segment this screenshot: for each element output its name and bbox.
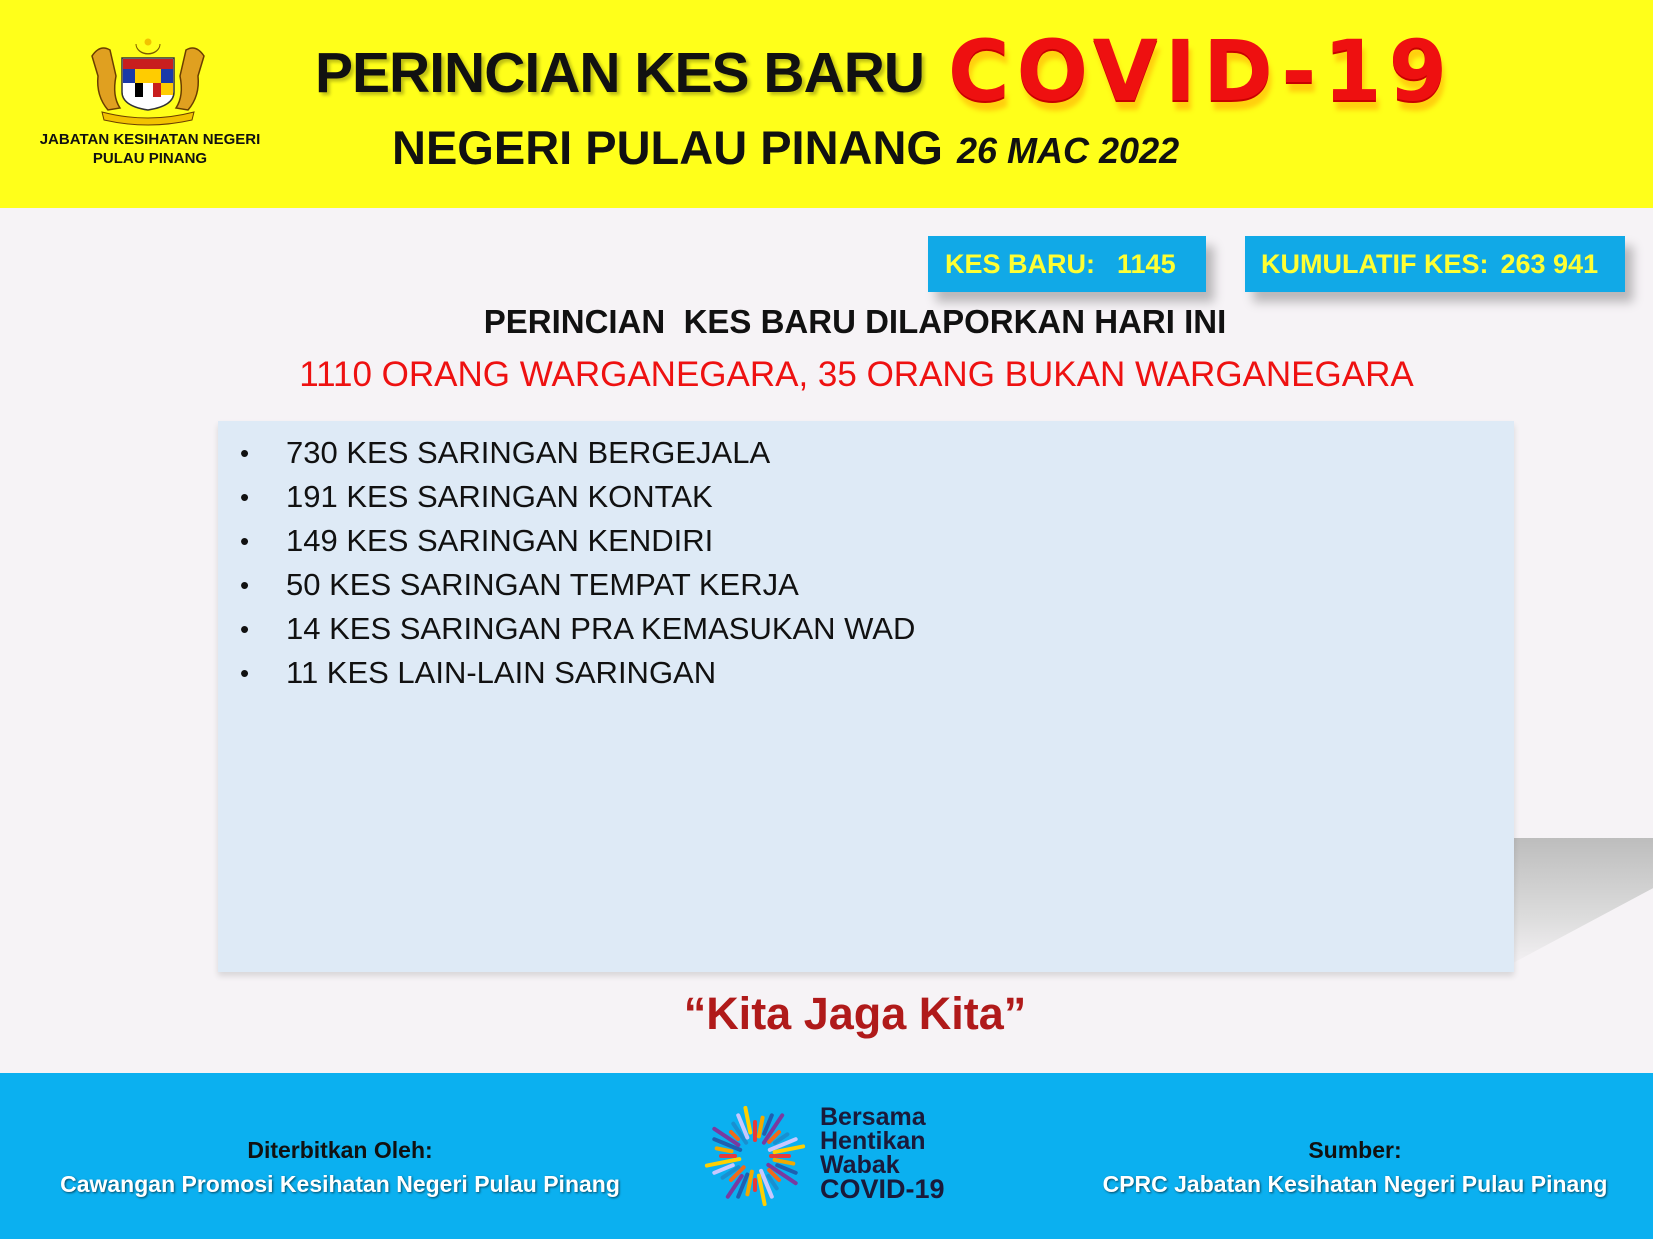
list-item bbox=[232, 563, 915, 607]
campaign-logo-icon bbox=[700, 1101, 810, 1211]
covid-title: COVID-19 bbox=[948, 22, 1455, 120]
source-name: CPRC Jabatan Kesihatan Negeri Pulau Pinang bbox=[1102, 1171, 1608, 1197]
page-title: PERINCIAN KES BARU bbox=[315, 41, 925, 105]
list-item-text: 149 KES SARINGAN KENDIRI bbox=[286, 523, 714, 558]
list-item bbox=[232, 607, 915, 651]
agency-line-1: JABATAN KESIHATAN NEGERI bbox=[39, 131, 261, 148]
campaign-line-2: Hentikan bbox=[820, 1127, 926, 1155]
bullet-icon: • bbox=[240, 657, 250, 688]
cumulative-cases-box bbox=[1245, 236, 1625, 292]
detail-heading: PERINCIAN KES BARU DILAPORKAN HARI INI bbox=[483, 303, 1227, 340]
list-item bbox=[232, 651, 915, 695]
panel-shadow bbox=[1500, 838, 1653, 970]
logo-ray bbox=[731, 1132, 738, 1139]
publisher-name: Cawangan Promosi Kesihatan Negeri Pulau Pinang bbox=[60, 1171, 620, 1197]
logo-ray bbox=[775, 1160, 794, 1164]
bullet-icon: • bbox=[240, 525, 250, 556]
citizenship-breakdown: 1110 ORANG WARGANEGARA, 35 ORANG BUKAN WARGANEGARA bbox=[299, 355, 1414, 394]
logo-ray bbox=[759, 1118, 763, 1137]
new-cases-label: KES BARU: bbox=[945, 249, 1096, 279]
cumulative-cases-label: KUMULATIF KES: bbox=[1261, 249, 1489, 279]
source-label: Sumber: bbox=[1308, 1137, 1402, 1163]
state-title: NEGERI PULAU PINANG bbox=[392, 121, 943, 174]
case-breakdown-panel bbox=[218, 421, 1514, 972]
publisher-block bbox=[30, 1133, 650, 1201]
logo-ray bbox=[745, 1108, 750, 1133]
bullet-icon: • bbox=[240, 569, 250, 600]
campaign-line-3: Wabak bbox=[820, 1151, 900, 1179]
list-item-text: 14 KES SARINGAN PRA KEMASUKAN WAD bbox=[286, 611, 916, 646]
list-item-text: 191 KES SARINGAN KONTAK bbox=[286, 479, 713, 514]
slogan: “Kita Jaga Kita” bbox=[683, 988, 1027, 1039]
source-block bbox=[1085, 1133, 1625, 1201]
report-date: 26 MAC 2022 bbox=[957, 130, 1180, 171]
list-item bbox=[232, 519, 915, 563]
list-item bbox=[232, 475, 915, 519]
campaign-line-1: Bersama bbox=[820, 1103, 926, 1131]
header-banner bbox=[0, 0, 1653, 208]
agency-line-2: PULAU PINANG bbox=[92, 150, 208, 167]
campaign-line-4: COVID-19 bbox=[820, 1174, 945, 1204]
campaign-slogan bbox=[820, 1103, 945, 1204]
list-item-text: 50 KES SARINGAN TEMPAT KERJA bbox=[286, 567, 799, 602]
list-item bbox=[232, 431, 915, 475]
agency-name bbox=[20, 130, 280, 168]
bullet-icon: • bbox=[240, 437, 250, 468]
footer-banner bbox=[0, 1073, 1653, 1239]
logo-ray bbox=[717, 1148, 732, 1151]
case-breakdown-list bbox=[232, 431, 915, 695]
coat-of-arms-icon bbox=[86, 36, 210, 126]
cumulative-cases-value: 263 941 bbox=[1500, 249, 1599, 279]
new-cases-value: 1145 bbox=[1117, 249, 1176, 279]
list-item-text: 730 KES SARINGAN BERGEJALA bbox=[286, 435, 771, 470]
published-by-label: Diterbitkan Oleh: bbox=[247, 1137, 433, 1163]
new-cases-box bbox=[928, 236, 1206, 292]
list-item-text: 11 KES LAIN-LAIN SARINGAN bbox=[286, 655, 717, 690]
bullet-icon: • bbox=[240, 613, 250, 644]
bullet-icon: • bbox=[240, 481, 250, 512]
